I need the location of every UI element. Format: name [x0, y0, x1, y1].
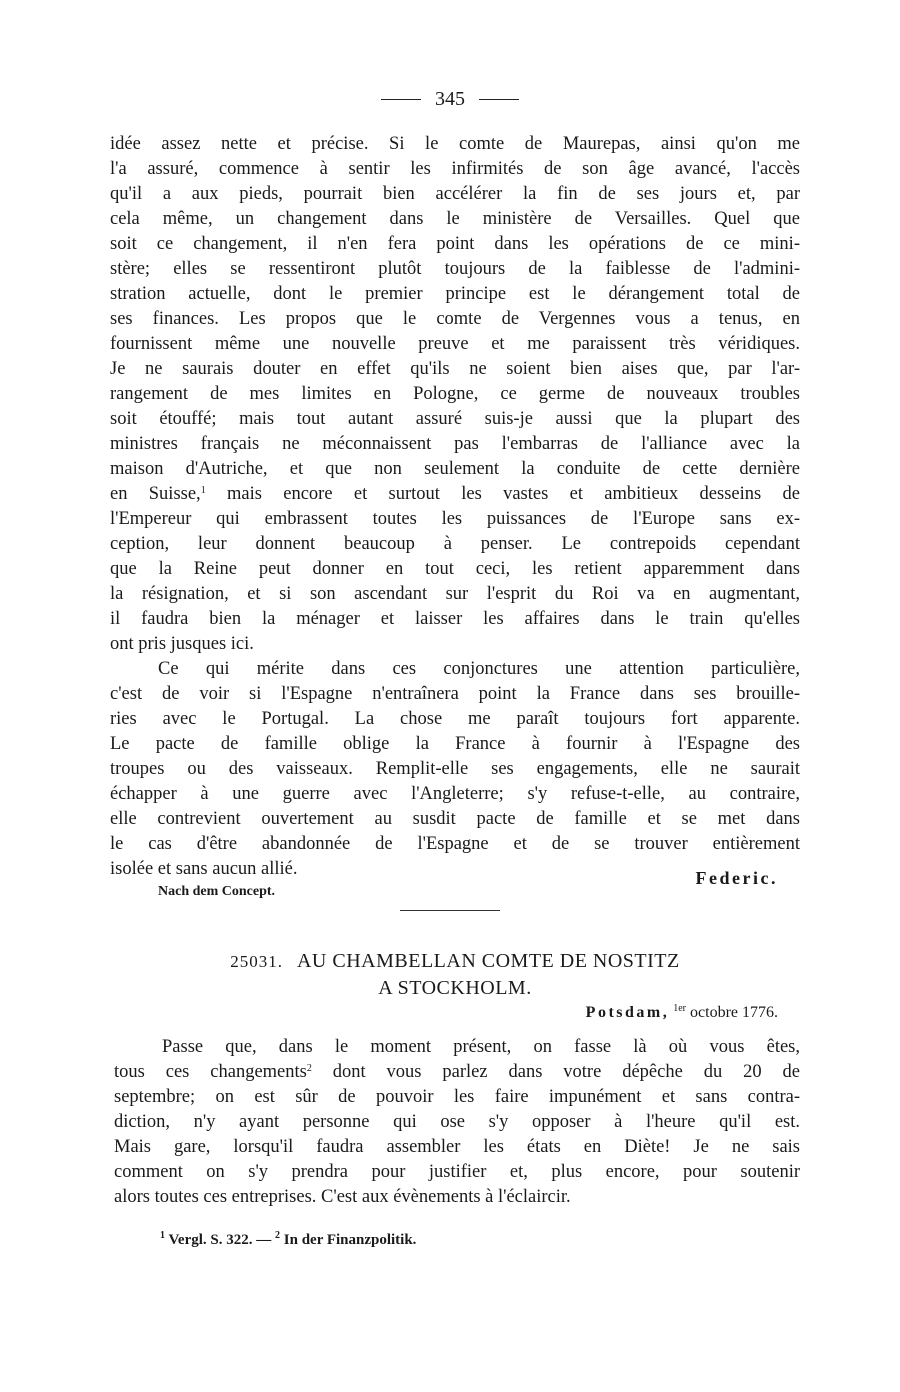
letter-body [114, 1035, 800, 1210]
footnote-2-mark: 2 [275, 1230, 281, 1241]
text-line [110, 482, 800, 507]
dateline [110, 1004, 778, 1022]
header-rule-left [381, 99, 421, 100]
page-number: 345 [435, 88, 465, 110]
text-line: l'a assuré, commence à sentir les infirmités de son âge avancé, l'accès [110, 159, 800, 179]
source-note: Nach dem Concept. [158, 884, 276, 899]
text-line: échapper à une guerre avec l'Angleterre; s'y refuse-t-elle, au contraire, [110, 784, 800, 804]
line-segment: tous ces changements [114, 1062, 307, 1082]
line-segment: dont vous parlez dans votre dépêche du 20 de [311, 1062, 800, 1082]
text-line: c'est de voir si l'Espagne n'entraînera point la France dans ses brouille- [110, 684, 800, 704]
footnote-2-text: In der Finanzpolitik. [280, 1232, 417, 1248]
signature: Federic. [695, 868, 778, 888]
footnotes [160, 1232, 416, 1249]
text-line: idée assez nette et précise. Si le comte de Maurepas, ainsi qu'on me [110, 134, 800, 154]
footnote-ref: 2 [306, 1063, 312, 1074]
text-line: ses finances. Les propos que le comte de Vergennes vous a tenus, en [110, 309, 800, 329]
text-line: diction, n'y ayant personne qui ose s'y opposer à l'heure qu'il est. [114, 1112, 800, 1132]
text-line: comment on s'y prendra pour justifier et, plus encore, pour soutenir [114, 1162, 800, 1182]
text-line: Je ne saurais douter en effet qu'ils ne soient bien aises que, par l'ar- [110, 359, 800, 379]
text-line: rangement de mes limites en Pologne, ce germe de nouveaux troubles [110, 384, 800, 404]
letter-heading [110, 948, 800, 1001]
page-header [0, 88, 900, 111]
footnote-1-mark: 1 [160, 1230, 165, 1241]
text-line: Mais gare, lorsqu'il faudra assembler les états en Diète! Je ne sais [114, 1137, 800, 1157]
paragraph-2 [110, 657, 800, 882]
text-line [114, 1060, 800, 1085]
text-line: elle contrevient ouvertement au susdit pacte de famille et se met dans [110, 809, 800, 829]
footnote-ref: 1 [200, 485, 206, 496]
text-line: fournissent même une nouvelle preuve et me paraissent très véridiques. [110, 334, 800, 354]
text-line: il faudra bien la ménager et laisser les affaires dans le train qu'elles [110, 609, 800, 629]
footnote-1-text: Vergl. S. 322. — [165, 1232, 276, 1248]
text-line: ministres français ne méconnaissent pas l'embarras de l'alliance avec la [110, 434, 800, 454]
text-line: ries avec le Portugal. La chose me paraît toujours fort apparente. [110, 709, 800, 729]
text-line: stère; elles se ressentiront plutôt toujours de la faiblesse de l'admini- [110, 259, 800, 279]
text-line: Le pacte de famille oblige la France à fournir à l'Espagne des [110, 734, 800, 754]
section-divider [400, 910, 500, 911]
text-line: ception, leur donnent beaucoup à penser. Le contrepoids cependant [110, 534, 800, 554]
header-rule-right [479, 99, 519, 100]
text-line: soit étouffé; mais tout autant assuré suis-je aussi que la plupart des [110, 409, 800, 429]
main-text [110, 132, 800, 908]
text-line: que la Reine peut donner en tout ceci, les retient apparemment dans [110, 559, 800, 579]
letter-title-line1: AU CHAMBELLAN COMTE DE NOSTITZ [296, 950, 680, 972]
date-rest: octobre 1776. [686, 1004, 778, 1021]
text-line: ont pris jusques ici. [110, 634, 254, 654]
text-line: stration actuelle, dont le premier principe est le dérangement total de [110, 284, 800, 304]
text-line: cela même, un changement dans le ministère de Versailles. Quel que [110, 209, 800, 229]
letter-title-line2: A STOCKHOLM. [378, 977, 532, 999]
date-place: Potsdam, [585, 1004, 670, 1021]
text-line: la résignation, et si son ascendant sur l'esprit du Roi va en augmentant, [110, 584, 800, 604]
text-line: maison d'Autriche, et que non seulement la conduite de cette dernière [110, 459, 800, 479]
text-line: qu'il a aux pieds, pourrait bien accélérer la fin de ses jours et, par [110, 184, 800, 204]
text-line: le cas d'être abandonnée de l'Espagne et de se trouver entièrement [110, 834, 800, 854]
text-line: alors toutes ces entreprises. C'est aux évènements à l'éclaircir. [114, 1187, 571, 1207]
line-segment: en Suisse, [110, 484, 201, 504]
text-line: soit ce changement, il n'en fera point dans les opérations de ce mini- [110, 234, 800, 254]
date-day-sup: 1er [673, 1003, 687, 1014]
text-line: septembre; on est sûr de pouvoir les faire impunément et sans contra- [114, 1087, 800, 1107]
text-line: l'Empereur qui embrassent toutes les puissances de l'Europe sans ex- [110, 509, 800, 529]
text-line: troupes ou des vaisseaux. Remplit-elle ses engagements, elle ne saurait [110, 759, 800, 779]
letter-number: 25031. [230, 952, 283, 971]
text-line: Passe que, dans le moment présent, on fasse là où vous êtes, [162, 1037, 800, 1057]
paragraph-1 [110, 132, 800, 657]
text-line: isolée et sans aucun allié. [110, 859, 298, 879]
text-line: Ce qui mérite dans ces conjonctures une attention particulière, [158, 659, 800, 679]
line-segment: mais encore et surtout les vastes et ambitieux desseins de [205, 484, 800, 504]
